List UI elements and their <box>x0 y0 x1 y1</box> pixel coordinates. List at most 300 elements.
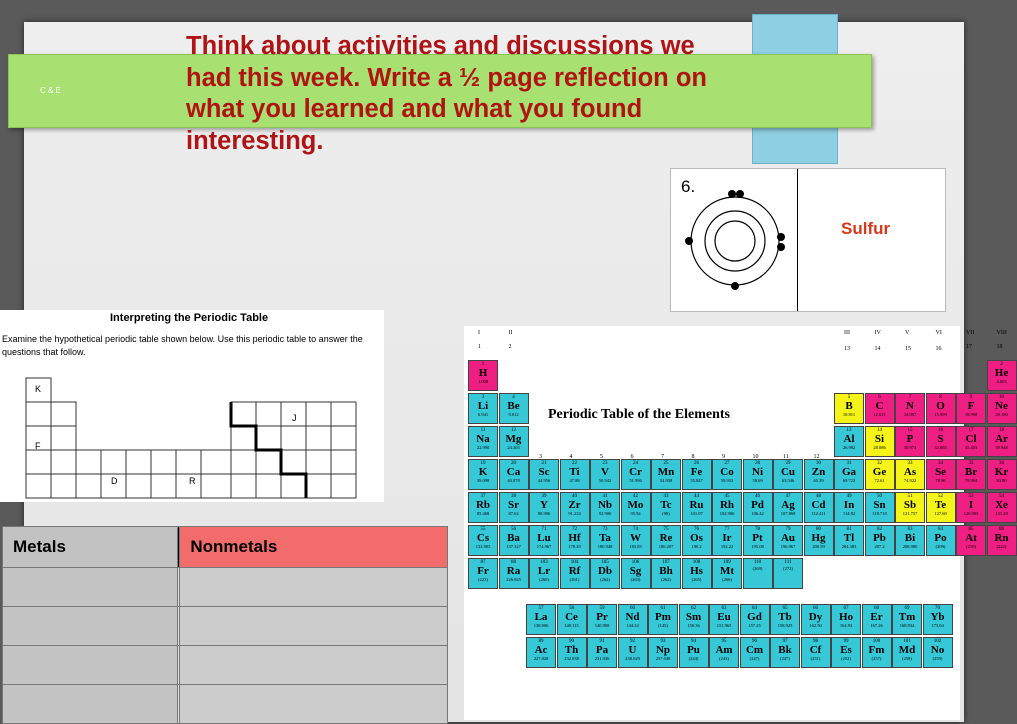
element-cell <box>804 459 834 490</box>
element-symbol: Ir <box>722 532 732 544</box>
element-number: 99 <box>843 639 849 645</box>
element-weight: 107.868 <box>780 511 796 516</box>
element-weight: 39.098 <box>476 478 490 483</box>
element-symbol: Sb <box>903 499 917 511</box>
element-number: 9 <box>969 395 973 400</box>
element-cell <box>895 492 925 523</box>
element-weight: (209) <box>935 544 946 549</box>
element-cell <box>926 459 956 490</box>
group-number-label: 17 <box>966 344 972 350</box>
element-weight: 173.04 <box>931 623 944 629</box>
element-number: 105 <box>601 560 609 565</box>
element-cell <box>773 492 803 523</box>
element-number: 18 <box>999 428 1004 433</box>
element-number: 56 <box>511 527 516 532</box>
element-symbol: No <box>930 644 945 657</box>
element-number: 27 <box>724 461 730 466</box>
element-weight: 28.086 <box>873 445 886 450</box>
element-weight: (247) <box>749 656 760 662</box>
element-number: 106 <box>631 560 640 565</box>
element-cell <box>468 558 498 589</box>
element-cell <box>740 637 770 668</box>
element-number: 55 <box>480 527 486 532</box>
element-cell <box>923 637 953 668</box>
element-cell <box>801 604 831 635</box>
element-number: 100 <box>872 639 881 645</box>
element-number: 28 <box>755 461 760 466</box>
element-weight: 50.942 <box>598 478 612 483</box>
element-weight: (261) <box>569 577 580 582</box>
element-symbol: Np <box>655 644 671 657</box>
element-cell <box>743 492 773 523</box>
element-cell <box>499 459 529 490</box>
element-symbol: Cl <box>965 433 977 445</box>
element-number: 36 <box>999 461 1004 466</box>
group-number-label: 8 <box>691 454 695 460</box>
element-number: 81 <box>846 527 852 532</box>
element-weight: 87.62 <box>508 511 519 516</box>
element-cell <box>956 459 986 490</box>
element-number: 94 <box>691 639 696 645</box>
element-number: 82 <box>877 527 882 532</box>
element-weight: 180.948 <box>597 544 613 549</box>
element-symbol: F <box>967 400 975 412</box>
element-number: 48 <box>816 494 821 499</box>
element-weight: 85.468 <box>476 511 490 516</box>
element-number: 31 <box>846 461 852 466</box>
element-number: 69 <box>904 606 910 612</box>
element-weight: 112.411 <box>811 511 826 516</box>
element-cell <box>895 459 925 490</box>
group-roman-label: VII <box>966 330 975 336</box>
element-number: 61 <box>660 606 666 612</box>
element-number: 92 <box>630 639 635 645</box>
letter-j: J <box>292 413 297 423</box>
group-roman-label: V <box>905 330 910 336</box>
element-number: 37 <box>480 494 486 499</box>
element-cell <box>956 492 986 523</box>
element-cell <box>956 426 986 457</box>
element-symbol: Pd <box>751 499 764 511</box>
cell[interactable] <box>3 607 178 646</box>
element-weight: 144.24 <box>626 623 639 629</box>
element-weight: 178.49 <box>568 544 581 549</box>
element-weight: 204.383 <box>841 544 857 549</box>
element-number: 110 <box>753 560 762 565</box>
element-symbol: Cf <box>809 644 822 657</box>
group-number-label: 14 <box>874 346 881 352</box>
element-weight: 69.723 <box>842 478 856 483</box>
group-number-label: 10 <box>752 454 759 460</box>
element-weight: 232.038 <box>564 656 579 662</box>
element-cell <box>679 637 709 668</box>
element-number: 33 <box>907 461 913 466</box>
element-weight: 140.908 <box>594 623 610 629</box>
element-weight: 238.029 <box>625 656 640 662</box>
element-number: 80 <box>816 527 821 532</box>
card-divider <box>797 169 798 311</box>
element-symbol: Bi <box>904 532 916 544</box>
element-number: 49 <box>846 494 852 499</box>
element-symbol: N <box>906 400 914 412</box>
element-cell <box>709 637 739 668</box>
element-symbol: Au <box>780 532 796 544</box>
group-roman-label: III <box>844 330 850 336</box>
element-symbol: Co <box>720 466 734 478</box>
element-number: 78 <box>755 527 760 532</box>
element-cell <box>621 525 651 556</box>
cell[interactable] <box>3 685 178 724</box>
element-weight: 15.999 <box>934 412 947 417</box>
element-symbol: Eu <box>717 611 731 624</box>
element-weight: (262) <box>600 577 610 582</box>
element-weight: 186.207 <box>658 544 674 549</box>
element-cell <box>590 558 620 589</box>
element-weight: 74.922 <box>903 478 917 483</box>
element-weight: 6.941 <box>477 412 489 417</box>
element-symbol: Th <box>564 644 579 657</box>
element-symbol: W <box>630 532 641 544</box>
element-weight: 106.42 <box>751 511 764 516</box>
element-weight: 39.948 <box>995 445 1008 450</box>
element-number: 17 <box>968 428 974 433</box>
element-symbol: Tc <box>660 499 672 511</box>
element-weight: (243) <box>719 656 729 662</box>
element-weight: 174.967 <box>536 544 552 549</box>
element-symbol: Ti <box>569 466 580 478</box>
element-weight: (251) <box>810 656 821 662</box>
element-weight: 24.305 <box>507 445 520 450</box>
element-weight: (260) <box>539 577 549 582</box>
element-cell <box>743 558 773 589</box>
element-cell <box>529 558 559 589</box>
element-symbol: Nb <box>597 499 613 511</box>
element-number: 95 <box>721 639 727 645</box>
element-cell <box>526 637 556 668</box>
element-cell <box>560 525 590 556</box>
element-weight: (259) <box>932 656 943 662</box>
element-number: 21 <box>541 461 547 466</box>
element-number: 47 <box>785 494 791 499</box>
element-weight: 72.61 <box>874 478 885 483</box>
element-number: 13 <box>846 428 852 433</box>
element-weight: (244) <box>688 656 699 662</box>
element-cell <box>587 637 617 668</box>
element-cell <box>468 525 498 556</box>
element-weight: (266) <box>722 577 732 582</box>
element-cell <box>834 426 864 457</box>
element-cell <box>682 492 712 523</box>
element-weight: 164.93 <box>839 623 853 629</box>
element-symbol: Ne <box>995 400 1008 412</box>
element-number: 44 <box>694 494 699 499</box>
element-symbol: Ho <box>838 611 854 624</box>
element-weight: 35.453 <box>964 445 978 450</box>
element-weight: 158.925 <box>777 623 793 629</box>
element-cell <box>834 393 864 424</box>
element-cell <box>895 426 925 457</box>
element-weight: 114.82 <box>842 511 856 516</box>
element-weight: 231.036 <box>594 656 610 662</box>
group-roman-label: I <box>478 330 480 336</box>
element-cell <box>587 604 617 635</box>
element-symbol: Si <box>874 433 885 445</box>
element-weight: 101.07 <box>690 511 703 516</box>
element-number: 32 <box>877 461 882 466</box>
element-symbol: Ra <box>506 565 521 577</box>
bohr-model-diagram <box>671 169 797 311</box>
element-weight: (263) <box>630 577 641 582</box>
element-number: 19 <box>480 461 486 466</box>
element-symbol: Cm <box>745 644 764 657</box>
element-weight: 30.974 <box>903 445 917 450</box>
element-number: 67 <box>843 606 849 612</box>
element-symbol: Ba <box>507 532 520 544</box>
element-cell <box>801 637 831 668</box>
element-symbol: Mg <box>505 433 522 445</box>
periodic-table-title: Periodic Table of the Elements <box>548 407 730 422</box>
element-number: 43 <box>663 494 669 499</box>
element-weight: 150.36 <box>687 623 700 629</box>
element-symbol: Bh <box>659 565 673 577</box>
element-cell <box>499 426 529 457</box>
element-symbol: Yb <box>930 611 945 624</box>
element-weight: (252) <box>841 656 851 662</box>
element-symbol: P <box>906 433 914 445</box>
element-cell <box>987 393 1017 424</box>
element-number: 75 <box>663 527 669 532</box>
element-number: 59 <box>599 606 605 612</box>
worksheet-instructions: Examine the hypothetical periodic table shown below. Use this periodic table to answer the questions that follow. <box>2 334 363 357</box>
element-cell <box>923 604 953 635</box>
group-number-label: 11 <box>783 454 789 460</box>
element-number: 91 <box>599 639 605 645</box>
element-symbol: Os <box>690 532 703 544</box>
element-symbol: Fe <box>690 466 703 478</box>
element-cell <box>651 492 681 523</box>
element-weight: 18.998 <box>964 412 978 417</box>
element-symbol: Bk <box>778 644 792 657</box>
element-cell <box>526 604 556 635</box>
element-cell <box>529 525 559 556</box>
element-symbol: He <box>994 367 1009 379</box>
element-symbol: Al <box>843 433 855 445</box>
element-number: 3 <box>481 395 485 400</box>
element-weight: 12.011 <box>873 412 886 417</box>
element-number: 63 <box>721 606 727 612</box>
element-symbol: Br <box>964 466 978 478</box>
element-symbol: Cs <box>476 532 490 544</box>
group-roman-label: VIII <box>996 330 1007 336</box>
element-symbol: Re <box>659 532 673 544</box>
letter-k: K <box>35 384 42 394</box>
element-symbol: Md <box>898 644 916 657</box>
element-name: Sulfur <box>841 219 891 238</box>
element-symbol: Es <box>840 644 852 657</box>
element-weight: 207.2 <box>874 544 885 549</box>
element-number: 57 <box>538 606 544 612</box>
element-weight: 58.69 <box>752 478 763 483</box>
element-symbol: Fm <box>868 644 885 657</box>
element-weight: 132.905 <box>475 544 491 549</box>
element-number: 50 <box>877 494 882 499</box>
element-number: 72 <box>572 527 577 532</box>
element-number: 20 <box>511 461 516 466</box>
cell[interactable] <box>180 685 448 724</box>
element-cell <box>743 525 773 556</box>
element-cell <box>987 426 1017 457</box>
element-weight: 121.757 <box>902 511 918 516</box>
element-symbol: Rb <box>475 499 491 511</box>
element-number: 71 <box>541 527 547 532</box>
element-number: 85 <box>968 527 974 532</box>
element-symbol: Sg <box>629 565 642 577</box>
group-roman-label: IV <box>874 330 881 336</box>
cell[interactable] <box>180 646 448 685</box>
element-weight: 118.710 <box>872 511 887 516</box>
element-cell <box>499 393 529 424</box>
element-number: 30 <box>816 461 821 466</box>
element-cell <box>560 558 590 589</box>
element-number: 45 <box>724 494 730 499</box>
element-weight: 200.59 <box>812 544 825 549</box>
element-weight: 208.980 <box>902 544 918 549</box>
element-weight: 22.990 <box>476 445 490 450</box>
element-cell <box>770 604 800 635</box>
element-symbol: Mn <box>657 466 675 478</box>
element-cell <box>648 637 678 668</box>
group-number-label: 18 <box>996 344 1003 350</box>
element-number: 12 <box>511 428 516 433</box>
element-symbol: B <box>845 400 853 412</box>
element-number: 88 <box>511 560 516 565</box>
element-symbol: Sr <box>508 499 519 511</box>
element-number: 86 <box>999 527 1004 532</box>
element-symbol: Er <box>870 611 883 624</box>
element-number: 39 <box>541 494 547 499</box>
element-cell <box>651 459 681 490</box>
element-cell <box>499 492 529 523</box>
element-number: 89 <box>538 639 544 645</box>
element-number: 15 <box>907 428 913 433</box>
element-weight: 237.048 <box>655 656 671 662</box>
metals-nonmetals-table <box>2 526 448 724</box>
element-cell <box>651 525 681 556</box>
element-symbol: Am <box>715 644 733 657</box>
group-number-label: 6 <box>630 454 634 460</box>
element-cell <box>804 492 834 523</box>
element-number: 35 <box>968 461 974 466</box>
table-row <box>3 646 448 685</box>
table-row <box>3 607 448 646</box>
cell[interactable] <box>180 568 448 607</box>
element-cell <box>560 459 590 490</box>
element-number: 96 <box>752 639 757 645</box>
element-number: 26 <box>694 461 699 466</box>
element-cell <box>621 492 651 523</box>
element-number: 34 <box>938 461 943 466</box>
cell[interactable] <box>3 646 178 685</box>
letter-f: F <box>35 441 41 451</box>
element-number: 62 <box>691 606 696 612</box>
element-symbol: Ge <box>872 466 887 478</box>
reflection-prompt: Think about activities and discussions we had this week. Write a ½ page reflection on what you learned and what you found interesting. <box>186 32 707 155</box>
element-symbol: Lr <box>537 565 551 577</box>
element-cell <box>865 492 895 523</box>
letter-d: D <box>111 476 118 486</box>
element-symbol: Ga <box>841 466 857 478</box>
element-symbol: Y <box>540 499 548 511</box>
element-cell <box>987 459 1017 490</box>
element-number: 104 <box>570 560 579 565</box>
element-cell <box>557 637 587 668</box>
element-symbol: Ac <box>534 644 548 657</box>
element-symbol: Rn <box>994 532 1009 544</box>
element-cell <box>862 604 892 635</box>
cell[interactable] <box>3 568 178 607</box>
element-cell <box>770 637 800 668</box>
element-number: 107 <box>662 560 670 565</box>
nonmetals-header: Nonmetals <box>180 527 448 568</box>
element-number: 24 <box>633 461 638 466</box>
element-cell <box>468 426 498 457</box>
element-symbol: Hf <box>568 532 581 544</box>
element-number: 7 <box>908 395 912 400</box>
element-cell <box>682 558 712 589</box>
element-symbol: Ar <box>995 433 1008 445</box>
element-number: 98 <box>813 639 818 645</box>
element-symbol: V <box>601 466 609 478</box>
element-symbol: Be <box>507 400 520 412</box>
element-cell <box>712 525 742 556</box>
element-symbol: Tb <box>778 611 792 624</box>
element-number: 66 <box>813 606 818 612</box>
element-cell <box>468 492 498 523</box>
element-number: 65 <box>782 606 788 612</box>
element-weight: (222) <box>996 544 1007 549</box>
element-cell <box>773 459 803 490</box>
sulfur-bohr-card <box>670 168 946 312</box>
cell[interactable] <box>180 607 448 646</box>
element-weight: (223) <box>478 577 488 582</box>
element-cell <box>468 360 498 391</box>
element-cell <box>831 637 861 668</box>
element-weight: 137.327 <box>506 544 521 549</box>
group-number-label: 4 <box>569 454 573 460</box>
element-cell <box>590 459 620 490</box>
element-cell <box>926 525 956 556</box>
element-weight: 95.94 <box>630 511 641 516</box>
element-number: 5 <box>847 395 851 400</box>
element-cell <box>892 604 922 635</box>
metals-header: Metals <box>3 527 178 568</box>
element-number: 70 <box>935 606 940 612</box>
element-number: 29 <box>785 461 791 466</box>
element-symbol: Sn <box>873 499 886 511</box>
element-number: 6 <box>878 395 881 400</box>
element-symbol: Ce <box>565 611 578 624</box>
element-symbol: Tm <box>898 611 916 624</box>
element-cell <box>590 492 620 523</box>
element-number: 108 <box>692 560 701 565</box>
element-symbol: Pm <box>655 611 671 624</box>
element-symbol: Ta <box>599 532 611 544</box>
element-symbol: Kr <box>994 466 1009 478</box>
element-cell <box>865 393 895 424</box>
element-weight: (210) <box>966 544 976 549</box>
element-number: 42 <box>633 494 638 499</box>
element-weight: 44.956 <box>537 478 551 483</box>
